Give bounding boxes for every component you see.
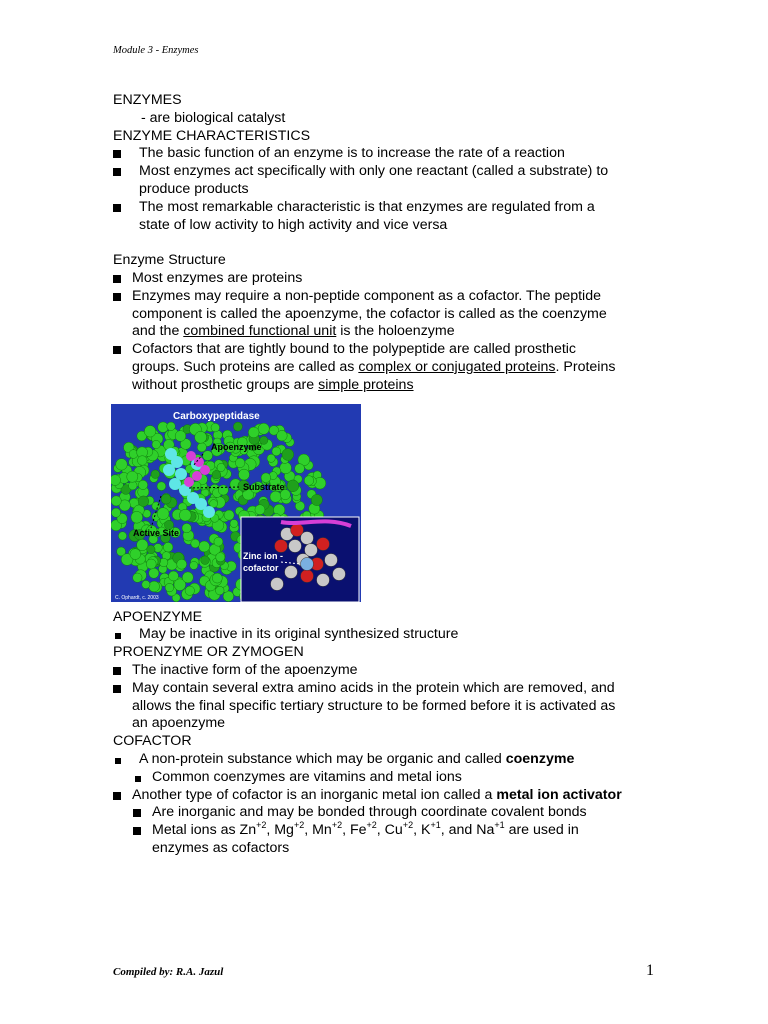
bullet-icon [135, 776, 141, 782]
atom-sphere [118, 531, 126, 539]
atom-sphere [190, 561, 198, 569]
atom-sphere [131, 511, 143, 523]
inset-atom [289, 539, 302, 552]
section-title-enzymes: ENZYMES [113, 92, 182, 108]
atom-sphere [217, 463, 225, 471]
zinc-label-2: cofactor [243, 562, 279, 573]
inset-atom [325, 553, 338, 566]
apoenzyme-label: Apoenzyme [211, 441, 262, 452]
substrate-atom [184, 477, 194, 487]
list-item: The inactive form of the apoenzyme [113, 662, 673, 680]
atom-sphere [163, 542, 173, 552]
atom-sphere [169, 571, 179, 581]
carboxypeptidase-figure [111, 404, 361, 602]
inset-atom [285, 565, 298, 578]
atom-sphere [267, 454, 275, 462]
atom-sphere [182, 571, 193, 582]
section-title-cofactor: COFACTOR [113, 733, 192, 750]
atom-sphere [224, 510, 234, 520]
substrate-atom [186, 451, 196, 461]
atom-sphere [182, 523, 191, 532]
section-title-structure: Enzyme Structure [113, 252, 226, 269]
bullet-icon [115, 633, 121, 639]
atom-sphere [179, 509, 191, 521]
list-item: May be inactive in its original synthesized structure [113, 626, 673, 644]
atom-sphere [175, 430, 186, 441]
atom-sphere [295, 463, 305, 473]
document-body [113, 92, 673, 858]
bullet-icon [113, 792, 121, 800]
substrate-label: Substrate [243, 481, 285, 492]
atom-sphere [161, 494, 171, 504]
bold-term: coenzyme [505, 750, 575, 767]
atom-sphere [212, 573, 222, 583]
atom-sphere [287, 479, 299, 491]
inset-atom [301, 557, 314, 570]
list-item: Another type of cofactor is an inorganic metal ion called a metal ion activator [113, 787, 673, 805]
footer-compiled-by: Compiled by: R.A. Jazul [113, 966, 224, 978]
atom-sphere [199, 541, 210, 552]
inset-atom [333, 567, 346, 580]
active-site-atom [203, 506, 215, 518]
inset-atom [301, 569, 314, 582]
atom-sphere [138, 495, 149, 506]
list-item: Are inorganic and may be bonded through coordinate covalent bonds [133, 804, 673, 822]
atom-sphere [216, 586, 225, 595]
list-item: The basic function of an enzyme is to increase the rate of a reaction [113, 145, 673, 163]
section-title-proenzyme: PROENZYME OR ZYMOGEN [113, 644, 304, 661]
bullet-icon [133, 809, 141, 817]
atom-sphere [137, 539, 148, 550]
substrate-atom [194, 457, 204, 467]
atom-sphere [165, 583, 174, 592]
atom-sphere [280, 462, 292, 474]
list-item: May contain several extra amino acids in the protein which are removed, and allows the final specific tertiary structure to be formed before it is activated as an apoenzyme [113, 680, 673, 733]
atom-sphere [212, 470, 221, 479]
bullet-icon [113, 293, 121, 301]
bullet-icon [113, 150, 121, 158]
list-item: Most enzymes act specifically with only one reactant (called a substrate) to produce products [113, 163, 673, 199]
page-header: Module 3 - Enzymes [113, 45, 199, 56]
atom-sphere [157, 507, 169, 519]
list-item: Cofactors that are tightly bound to the polypeptide are called prosthetic groups. Such proteins are called as complex or conjugated proteins. Proteins without prosthetic groups are simple proteins [113, 341, 673, 394]
inset-atom [317, 573, 330, 586]
bullet-icon [115, 758, 121, 764]
atom-sphere [258, 423, 269, 434]
bullet-icon [113, 275, 121, 283]
inset-atom [301, 531, 314, 544]
list-item: Most enzymes are proteins [113, 270, 673, 288]
section-title-apoenzyme: APOENZYME [113, 608, 203, 625]
atom-sphere [152, 440, 160, 448]
atom-sphere [203, 450, 213, 460]
list-item: Metal ions as $Zn^{+2}$, $Mg^{+2}$, $Mn^{+2}$, $Fe^{+2}$, $Cu^{+2}$, $K^{+1}$, and $Na^{+1}$ are used in enzymes as cofactors [133, 822, 673, 858]
atom-sphere [167, 422, 176, 431]
atom-sphere [142, 580, 150, 588]
substrate-atom [200, 465, 210, 475]
atom-sphere [147, 545, 155, 553]
atom-sphere [195, 431, 207, 443]
list-item: Common coenzymes are vitamins and metal ions [133, 769, 673, 787]
atom-sphere [277, 430, 288, 441]
atom-sphere [185, 586, 194, 595]
bullet-icon [113, 204, 121, 212]
list-item: The most remarkable characteristic is that enzymes are regulated from a state of low activity to high activity and vice versa [113, 199, 673, 235]
atom-sphere [149, 581, 160, 592]
inset-atom [317, 537, 330, 550]
atom-sphere [111, 474, 121, 485]
page-number: 1 [646, 962, 654, 979]
figure-credit: C. Ophardt, c. 2003 [115, 594, 159, 601]
atom-sphere [239, 469, 250, 480]
active-site-atom [169, 478, 181, 490]
inset-atom [271, 577, 284, 590]
atom-sphere [211, 423, 220, 432]
atom-sphere [149, 568, 159, 578]
bullet-icon [113, 685, 121, 693]
atom-sphere [111, 508, 120, 517]
atom-sphere [304, 475, 314, 485]
bold-term: metal ion activator [496, 786, 622, 803]
atom-sphere [151, 469, 160, 478]
atom-sphere [197, 442, 206, 451]
active-site-label: Active Site [133, 527, 180, 538]
atom-sphere [129, 481, 138, 490]
atom-sphere [216, 552, 225, 561]
list-item: Enzymes may require a non-peptide component as a cofactor. The peptide component is called the apoenzyme, the cofactor is called as the coenzyme and the combined functional unit is the holoenzyme [113, 288, 673, 341]
atom-sphere [111, 495, 121, 505]
zinc-label-1: Zinc ion - [243, 550, 283, 561]
atom-sphere [255, 504, 265, 514]
list-item: A non-protein substance which may be organic and called coenzyme [113, 751, 673, 769]
atom-sphere [127, 471, 138, 482]
underlined-term: simple proteins [318, 376, 414, 393]
bullet-icon [113, 667, 121, 675]
atom-sphere [146, 559, 156, 569]
atom-sphere [235, 458, 245, 468]
atom-sphere [218, 484, 228, 494]
atom-sphere [201, 555, 210, 564]
atom-sphere [138, 455, 148, 465]
bullet-icon [113, 346, 121, 354]
atom-sphere [248, 427, 259, 438]
atom-sphere [130, 548, 141, 559]
active-site-atom [163, 464, 175, 476]
atom-sphere [272, 447, 281, 456]
atom-sphere [144, 425, 156, 437]
atom-sphere [270, 491, 281, 502]
atom-sphere [133, 573, 142, 582]
bullet-icon [133, 827, 141, 835]
atom-sphere [191, 539, 200, 548]
section-title-characteristics: ENZYME CHARACTERISTICS [113, 127, 311, 144]
active-site-atom [175, 468, 187, 480]
atom-sphere [282, 448, 294, 460]
atom-sphere [233, 422, 242, 431]
underlined-term: complex or conjugated proteins [358, 358, 556, 375]
underlined-term: combined functional unit [183, 323, 337, 340]
atom-sphere [230, 519, 238, 527]
enzymes-definition: - are biological catalyst [141, 109, 286, 126]
atom-sphere [116, 458, 128, 470]
atom-sphere [311, 494, 322, 505]
figure-title: Carboxypeptidase [173, 410, 260, 422]
atom-sphere [152, 501, 160, 509]
atom-sphere [214, 537, 223, 546]
atom-sphere [157, 481, 166, 490]
atom-sphere [177, 559, 187, 569]
atom-sphere [138, 480, 147, 489]
substrate-atom [192, 471, 202, 481]
bullet-icon [113, 168, 121, 176]
